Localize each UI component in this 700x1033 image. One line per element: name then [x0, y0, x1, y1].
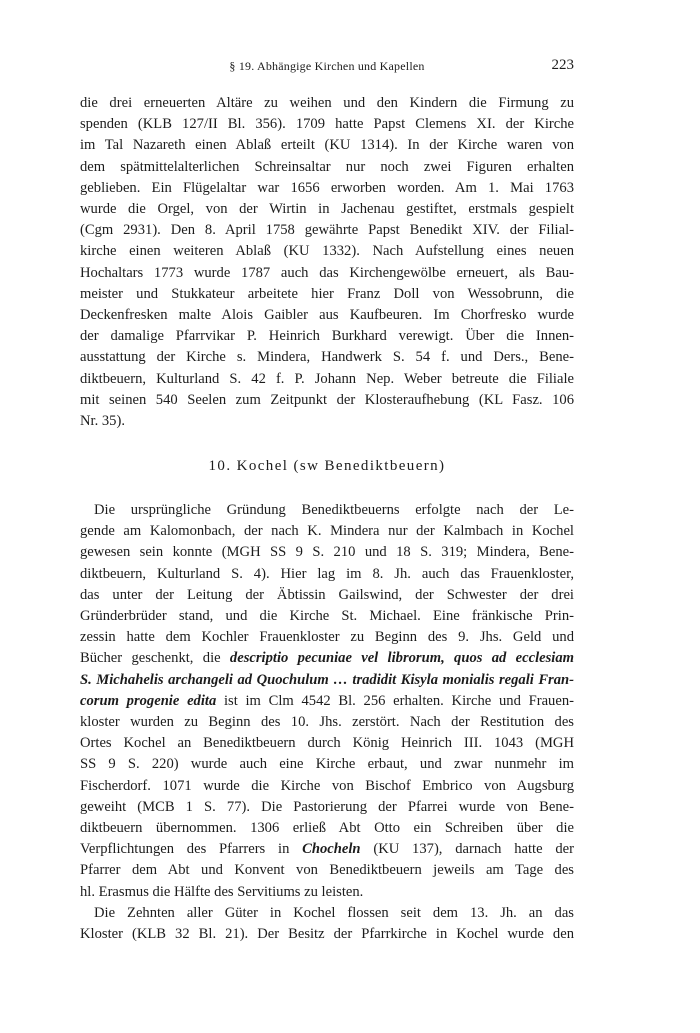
text-line: das unter der Leitung der Äbtissin Gailswind, der Schwester der drei — [80, 586, 574, 603]
text-line-last: Nr. 35). — [80, 413, 125, 430]
text-line: Kloster (KLB 32 Bl. 21). Der Besitz der Pfarrkirche in Kochel wurde den — [80, 926, 574, 943]
text-line: zessin hatte dem Kochler Frauenkloster zu Beginn des 9. Jhs. Geld und — [80, 629, 574, 646]
text-line: Die Zehnten aller Güter in Kochel flossen seit dem 13. Jh. an das — [94, 904, 574, 921]
text-line: Pfarrer dem Abt und Konvent von Benediktbeuern jeweils am Tage des — [80, 862, 574, 879]
text-line: Deckenfresken malte Alois Gaibler aus Kaufbeuren. Im Chorfresko wurde — [80, 307, 574, 324]
text-line: Hochaltars 1773 wurde 1787 auch das Kirchengewölbe erneuert, als Bau- — [80, 264, 574, 281]
section-heading: 10. Kochel (sw Benediktbeuern) — [208, 458, 446, 474]
running-header — [80, 56, 574, 78]
text-line-italic — [80, 670, 574, 691]
quoted-source-text: corum progenie edita — [80, 692, 217, 709]
text-line-mixed — [80, 839, 574, 860]
text-line: diktbeuern, Kulturland S. 42 f. P. Johann Nep. Weber betreute die Filiale — [80, 370, 574, 387]
text-line: der damalige Pfarrvikar P. Heinrich Burkhard verewigt. Über die Innen- — [80, 328, 574, 345]
text-line: spenden (KLB 127/II Bl. 356). 1709 hatte Papst Clemens XI. der Kirche — [80, 116, 574, 133]
text-line: SS 9 S. 220) wurde auch eine Kirche erbaut, und zwar nunmehr im — [80, 756, 574, 773]
text-line: (Cgm 2931). Den 8. April 1758 gewährte Papst Benedikt XIV. der Filial- — [80, 222, 574, 239]
text-line: diktbeuern, Kulturland S. 4). Hier lag im 8. Jh. auch das Frauenkloster, — [80, 565, 574, 582]
section-body — [80, 500, 574, 945]
text-run: ist im Clm 4542 Bl. 256 erhalten. Kirche und Frauen- — [216, 692, 574, 709]
quoted-place-name: Chocheln — [302, 841, 361, 858]
text-line: mit seinen 540 Seelen zum Zeitpunkt der Klosteraufhebung (KL Fasz. 106 — [80, 391, 574, 408]
paragraph-continued — [80, 93, 574, 432]
text-line: wurde die Orgel, von der Wirtin in Jachenau gestiftet, erstmals gespielt — [80, 201, 574, 218]
text-line: meister und Stukkateur arbeitete hier Franz Doll von Wessobrunn, die — [80, 285, 574, 302]
text-line: diktbeuern übernommen. 1306 erließ Abt Otto ein Schreiben über die — [80, 820, 574, 837]
running-title: § 19. Abhängige Kirchen und Kapellen — [229, 59, 425, 73]
text-line: kloster wurden zu Beginn des 10. Jhs. zerstört. Nach der Restitution des — [80, 714, 574, 731]
text-line: die drei erneuerten Altäre zu weihen und den Kindern die Firmung zu — [80, 95, 574, 111]
text-line: gende am Kalomonbach, der nach K. Mindera nur der Kalmbach in Kochel — [80, 523, 574, 540]
page-number: 223 — [551, 57, 574, 73]
quoted-source-text: S. Michahelis archangeli ad Quochulum … tradidit Kisyla monialis regali Fran- — [80, 671, 574, 688]
text-run: (KU 137), darnach hatte der — [360, 841, 574, 858]
text-line: kirche einen weiteren Ablaß (KU 1332). Nach Aufstellung eines neuen — [80, 243, 574, 260]
text-line: Fischerdorf. 1071 wurde die Kirche von Bischof Embrico von Augsburg — [80, 777, 574, 794]
text-line-mixed — [80, 691, 574, 712]
text-line-last: hl. Erasmus die Hälfte des Servitiums zu leisten. — [80, 883, 364, 900]
text-line: im Tal Nazareth einen Ablaß erteilt (KU 1314). In der Kirche waren von — [80, 137, 574, 154]
text-line-mixed — [80, 648, 574, 669]
text-run: Verpflichtungen des Pfarrers in — [80, 841, 303, 858]
text-line: dem spätmittelalterlichen Schreinsaltar nur noch zwei Figuren erhalten — [80, 158, 574, 175]
quoted-source-text: descriptio pecuniae vel librorum, quos ad ecclesiam — [229, 650, 575, 667]
text-run: Bücher geschenkt, die — [80, 650, 230, 667]
text-line: ausstattung der Kirche s. Mindera, Handwerk S. 54 f. und Ders., Bene- — [80, 349, 574, 366]
text-line: Gründerbrüder stand, und die Kirche St. Michael. Eine fränkische Prin- — [80, 608, 574, 625]
text-line: geweiht (MCB 1 S. 77). Die Pastorierung der Pfarrei wurde von Bene- — [80, 798, 574, 815]
text-line: geblieben. Ein Flügelaltar war 1656 erworben worden. Am 1. Mai 1763 — [80, 179, 574, 196]
text-line: Die ursprüngliche Gründung Benediktbeuerns erfolgte nach der Le- — [94, 502, 574, 518]
text-line: gewesen sein konnte (MGH SS 9 S. 210 und 18 S. 319; Mindera, Bene- — [80, 544, 574, 561]
text-line: Ortes Kochel an Benediktbeuern durch König Heinrich III. 1043 (MGH — [80, 735, 574, 752]
